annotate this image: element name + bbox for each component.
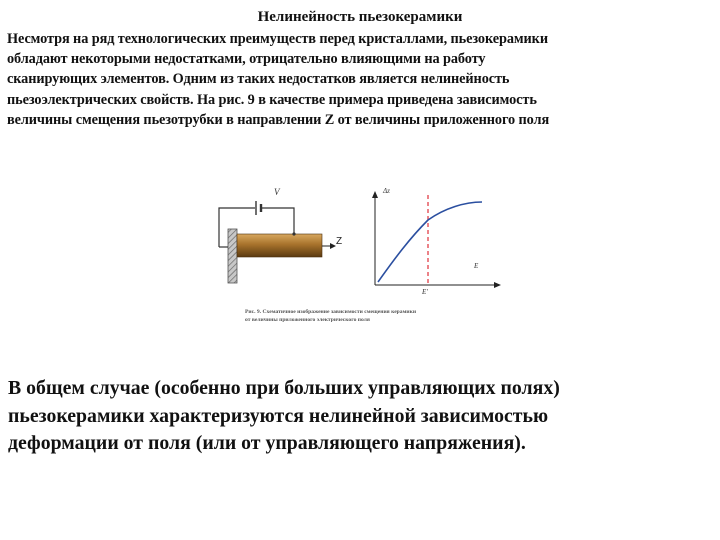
summary-line: В общем случае (особенно при больших управляющих полях) [8,377,560,399]
piezo-tube [237,234,322,257]
graph-y-label: Δz [383,187,390,195]
summary-line: пьезокерамики характеризуются нелинейной зависимостью [8,404,549,427]
wall-mount [228,229,237,283]
figure-caption [245,308,505,324]
displacement-curve [378,202,482,282]
threshold-label: E' [422,288,428,296]
caption-line: от величины приложенного электрического поля [245,317,370,323]
intro-line: сканирующих элементов. Одним из таких недостатков является нелинейность [7,71,510,88]
graph-y-arrow [372,191,378,198]
slide-title: Нелинейность пьезокерамики [257,9,463,25]
graph-x-arrow [494,282,501,288]
intro-line: Несмотря на ряд технологических преимуществ перед кристаллами, пьезокерамики [7,31,548,47]
intro-paragraph [7,29,713,130]
graph-x-label: E [474,262,479,270]
intro-line: пьезоэлектрических свойств. На рис. 9 в качестве примера приведена зависимость [7,91,537,108]
circuit-wire-right [262,208,294,234]
electrode-contact [292,232,295,235]
caption-line: Рис. 9. Схематичное изображение зависимости смещения керамики [245,309,417,315]
summary-paragraph [8,375,712,458]
intro-line: обладают некоторыми недостатками, отрицательно влияющими на работу [7,51,486,68]
z-axis-label: Z [336,236,343,247]
intro-line: величины смещения пьезотрубки в направлении Z от величины приложенного поля [7,111,550,128]
summary-line: деформации от поля (или от управляющего напряжения). [8,432,526,454]
voltage-label: V [274,187,280,197]
